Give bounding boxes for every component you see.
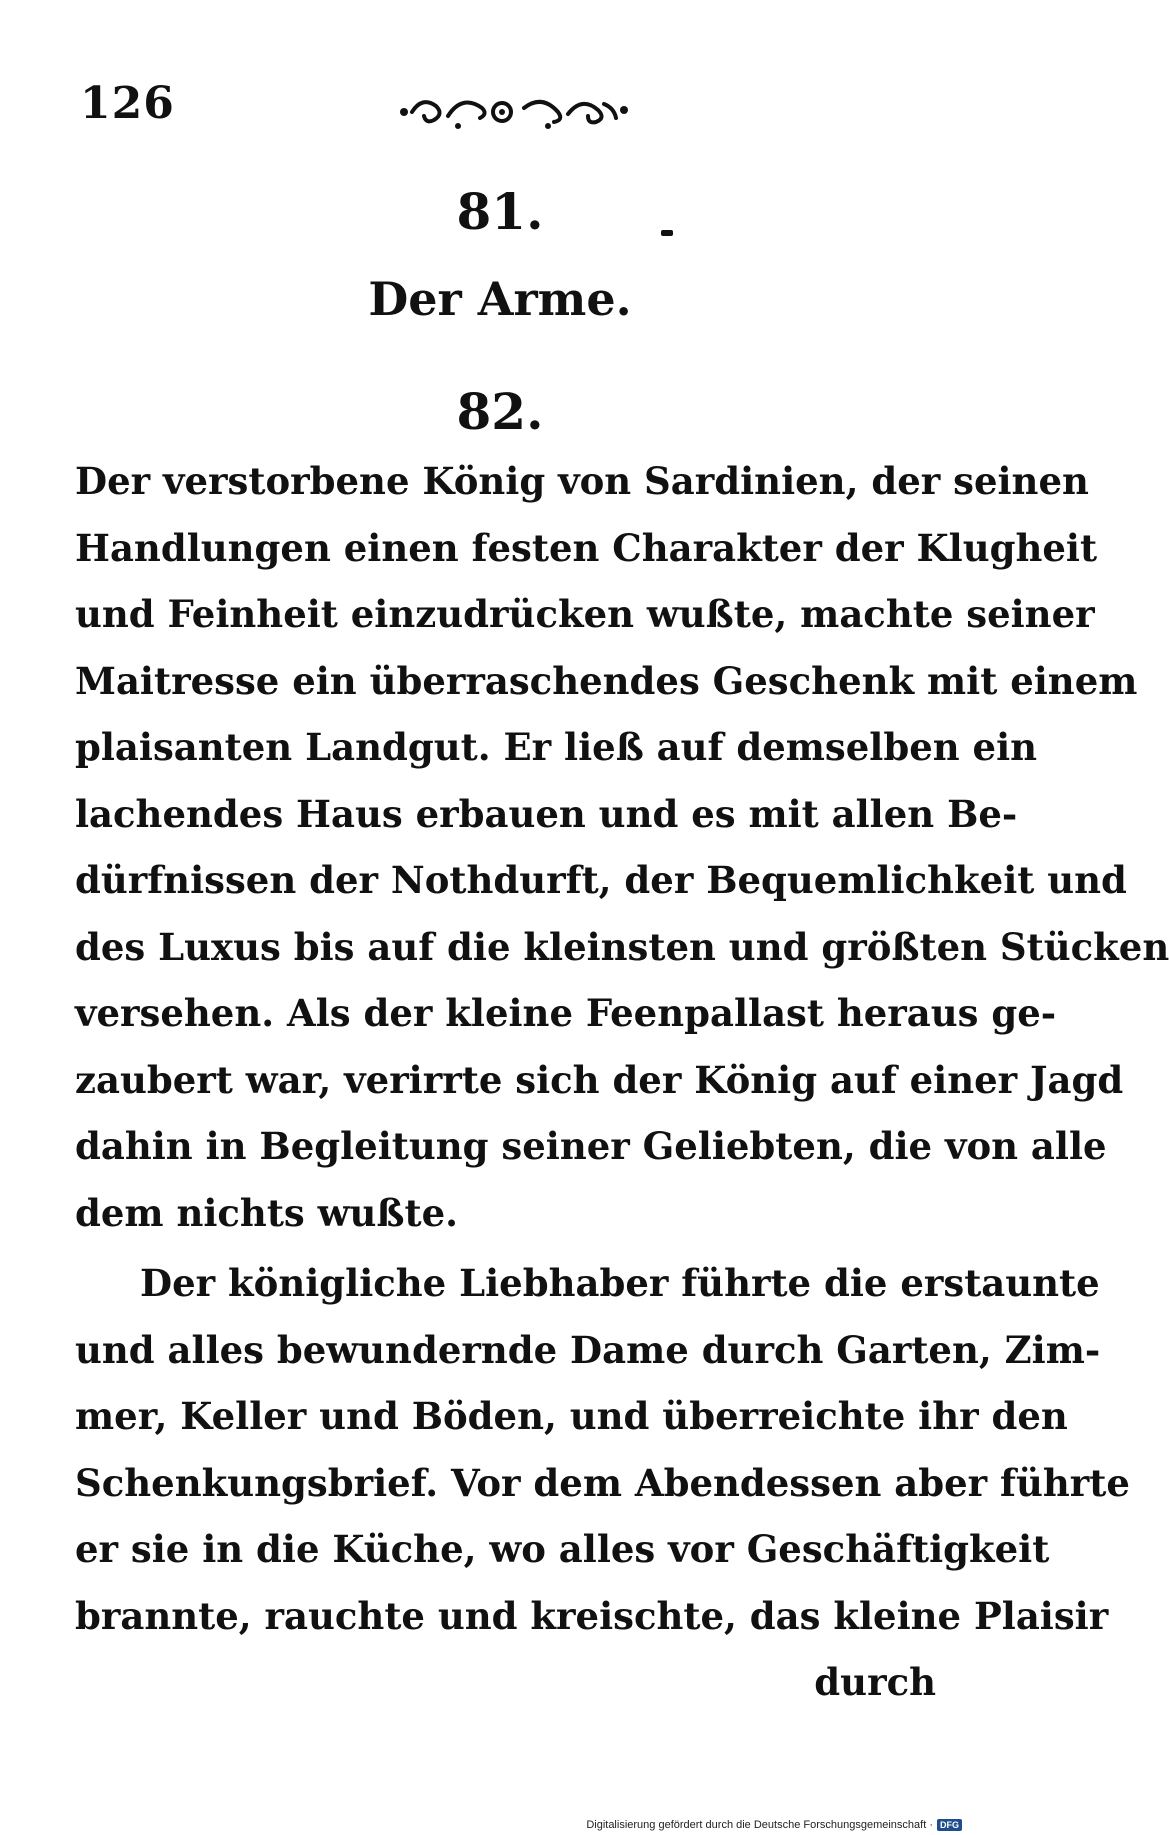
digitization-footer bbox=[586, 1819, 962, 1831]
text-line: und Feinheit einzudrücken wußte, machte seiner bbox=[75, 592, 1095, 636]
text-line: des Luxus bis auf die kleinsten und größten Stücken bbox=[75, 924, 1169, 969]
floral-ornament-icon bbox=[398, 86, 630, 138]
text-line: dürfnissen der Nothdurft, der Bequemlichkeit und bbox=[75, 858, 1127, 902]
section-number-82: 82. bbox=[456, 382, 544, 441]
text-line: und alles bewundernde Dame durch Garten, Zim- bbox=[75, 1327, 1101, 1372]
section-title: Der Arme. bbox=[368, 272, 632, 326]
section-number-81: 81. bbox=[456, 182, 544, 241]
text-line: brannte, rauchte und kreischte, das kleine Plaisir bbox=[75, 1593, 1109, 1638]
page-number: 126 bbox=[80, 78, 175, 129]
text-line: Der königliche Liebhaber führte die erstaunte bbox=[140, 1261, 1100, 1305]
print-speck bbox=[661, 230, 673, 236]
footer-text: Digitalisierung gefördert durch die Deutsche Forschungsgemeinschaft · bbox=[586, 1819, 933, 1831]
text-line: er sie in die Küche, wo alles vor Geschäftigkeit bbox=[75, 1527, 1050, 1571]
paragraph-2 bbox=[75, 1250, 1130, 1649]
text-line: Maitresse ein überraschendes Geschenk mit einem bbox=[75, 658, 1138, 703]
text-line: versehen. Als der kleine Feenpallast heraus ge- bbox=[75, 991, 1057, 1035]
dfg-logo: DFG bbox=[937, 1819, 962, 1831]
text-line: zaubert war, verirrte sich der König auf einer Jagd bbox=[75, 1057, 1124, 1102]
text-line: dahin in Begleitung seiner Geliebten, die von alle bbox=[75, 1124, 1107, 1168]
text-line: mer, Keller und Böden, und überreichte ihr den bbox=[75, 1394, 1068, 1438]
text-line: Der verstorbene König von Sardinien, der seinen bbox=[75, 459, 1089, 503]
text-line: dem nichts wußte. bbox=[75, 1190, 459, 1235]
text-line: lachendes Haus erbauen und es mit allen Be- bbox=[75, 791, 1018, 836]
text-line: Handlungen einen festen Charakter der Klugheit bbox=[75, 525, 1098, 570]
text-line: Schenkungsbrief. Vor dem Abendessen aber führte bbox=[75, 1460, 1130, 1505]
catchword: durch bbox=[814, 1660, 936, 1704]
text-line: plaisanten Landgut. Er ließ auf demselben ein bbox=[75, 725, 1038, 769]
paragraph-1 bbox=[75, 448, 1169, 1246]
